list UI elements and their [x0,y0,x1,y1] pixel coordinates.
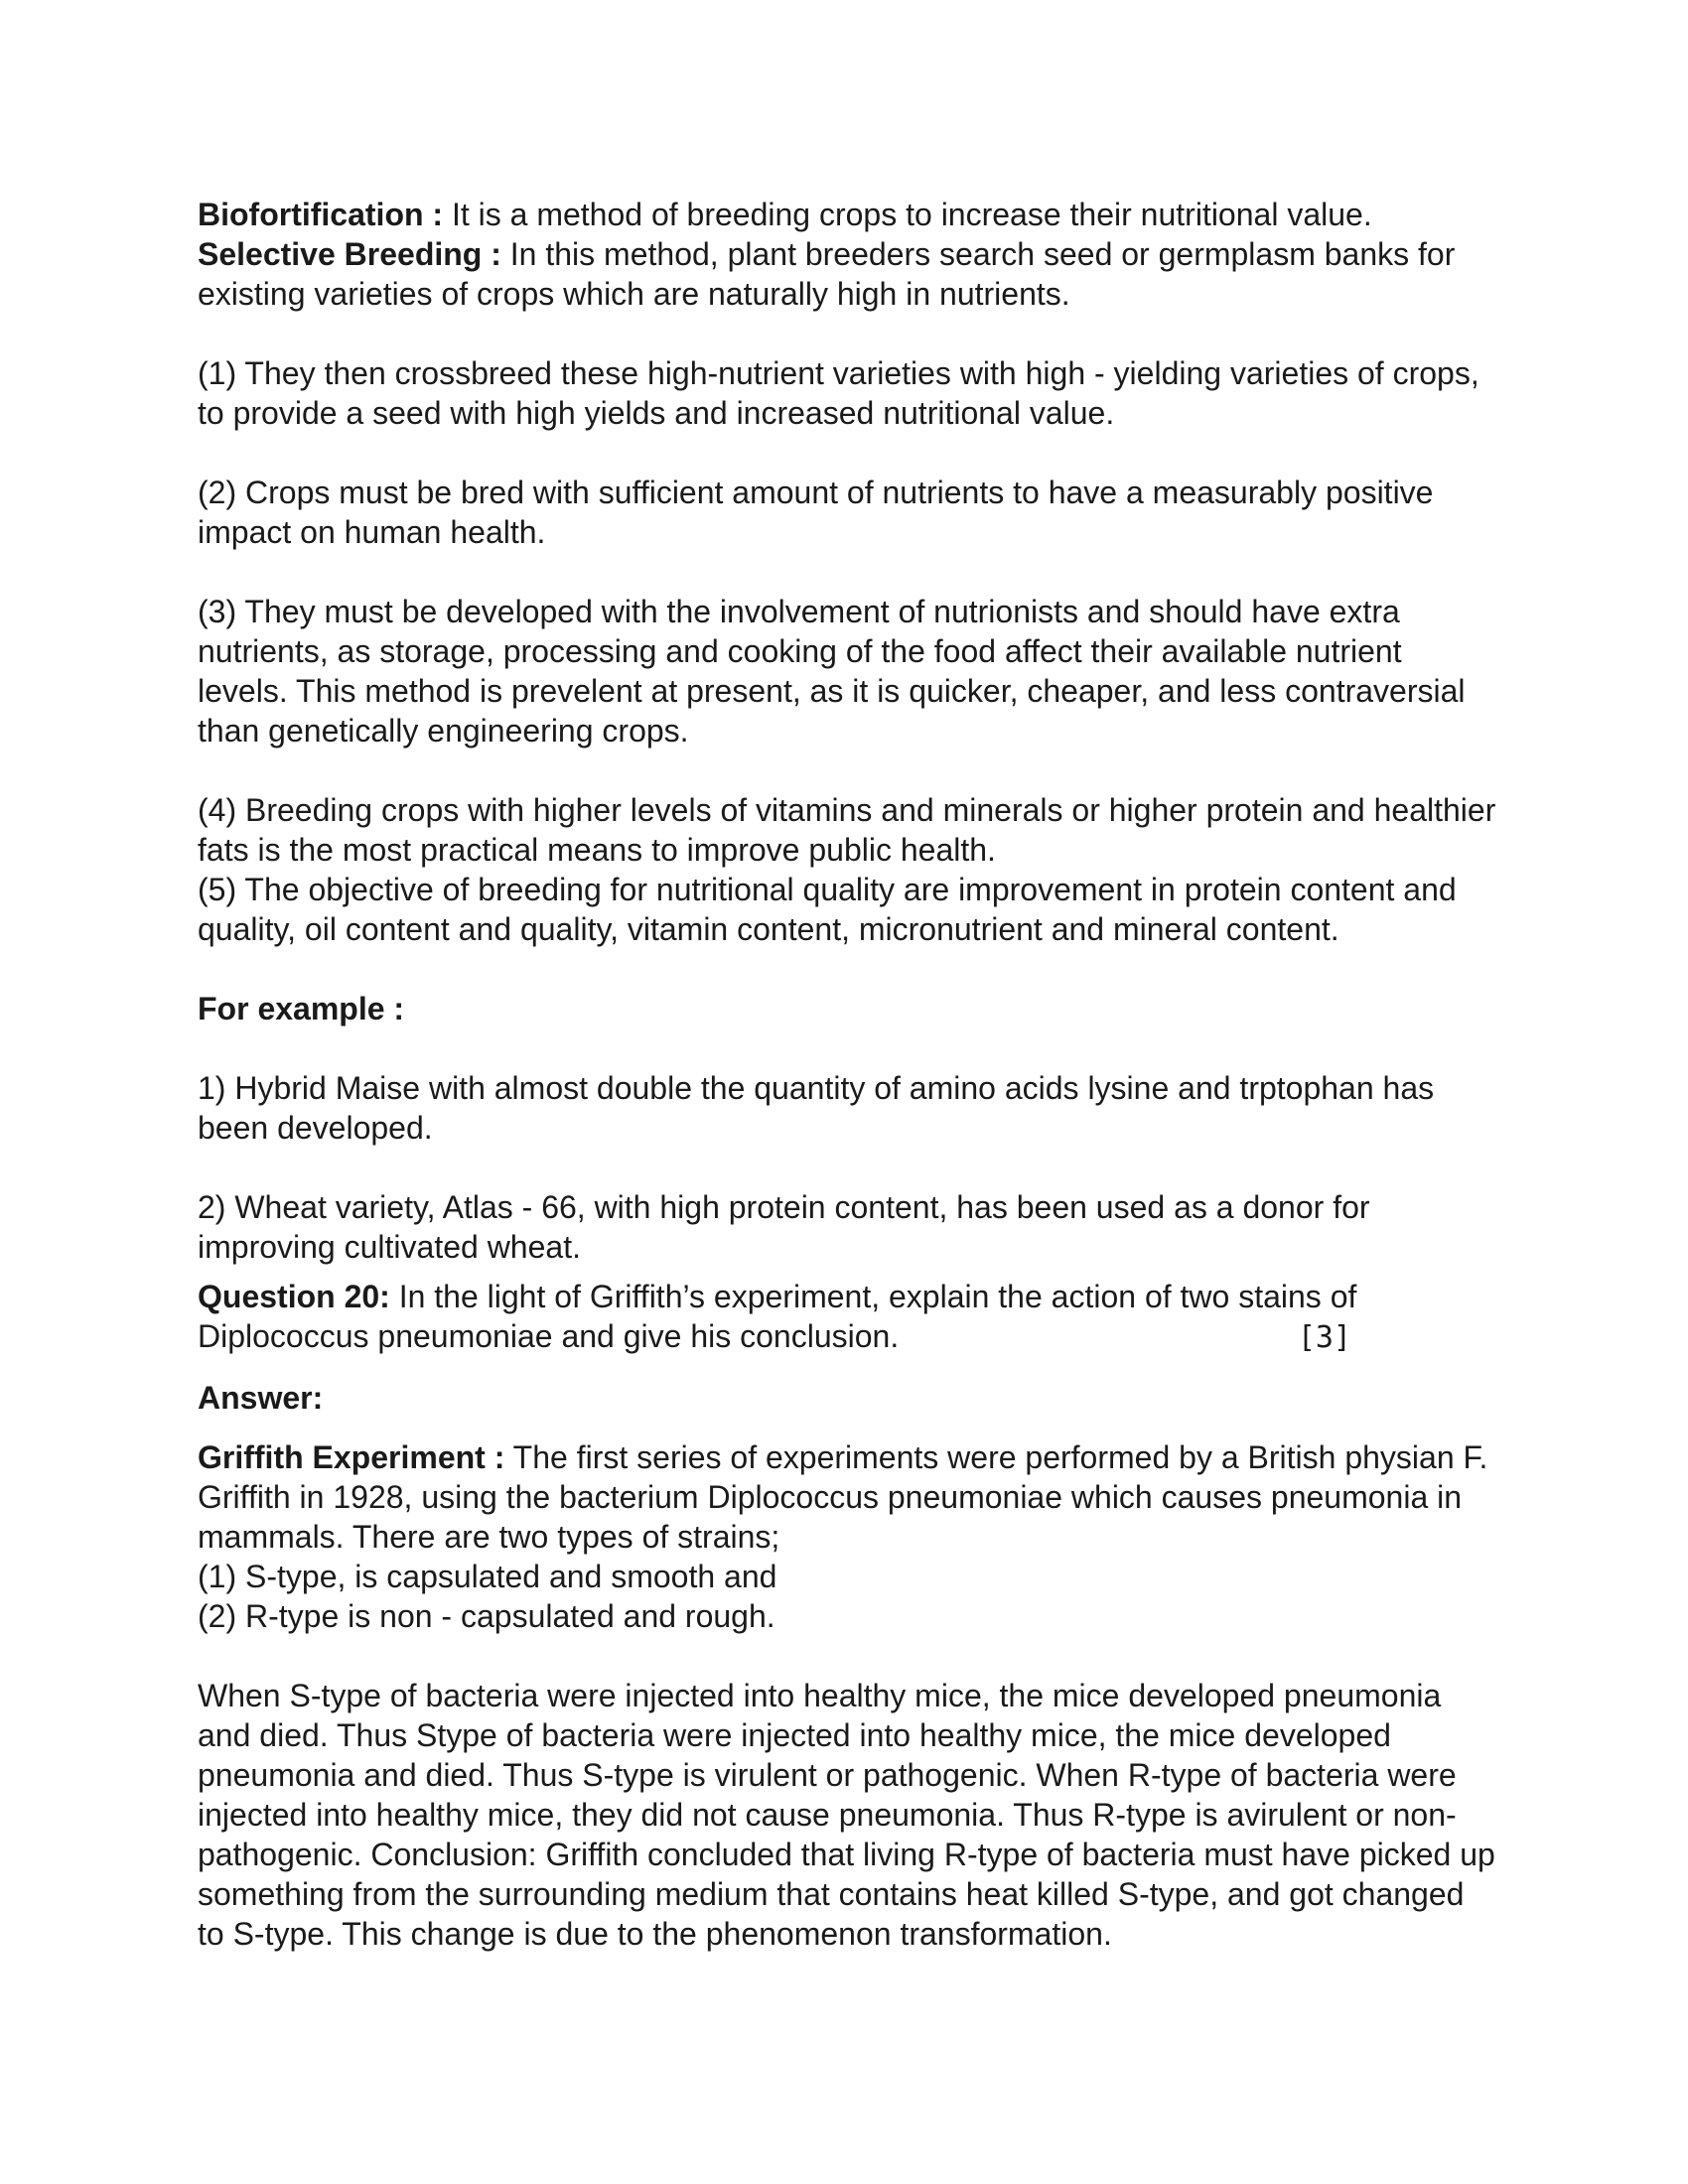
strain-2: (2) R-type is non - capsulated and rough. [198,1598,775,1634]
answer-label [198,1378,1498,1418]
examples-heading-text: For example : [198,991,405,1026]
biofortification-text: It is a method of breeding crops to increase their nutritional value. [443,197,1372,232]
griffith-term: Griffith Experiment : [198,1439,505,1475]
question-marks: [3] [1297,1320,1351,1355]
point-2: (2) Crops must be bred with sufficient amount of nutrients to have a measurably positive impact on human health. [198,475,1434,550]
griffith-conclusion: When S-type of bacteria were injected into healthy mice, the mice developed pneumonia and died. Thus Stype of bacteria were injected into healthy mice, the mice developed pneumonia and died. Thus S-type is virulent or pathogenic. When R-type of bacteria were injected into healthy mice, they did not cause pneumonia. Thus R-type is avirulent or non-pathogenic. Conclusion: Griffith concluded that living R-type of bacteria must have picked up something from the surrounding medium that contains heat killed S-type, and got changed to S-type. This change is due to the phenomenon transformation. [198,1678,1495,1952]
question-label: Question 20: [198,1279,390,1314]
question-text-2: Diplococcus pneumoniae and give his conclusion. [198,1318,900,1354]
point-1: (1) They then crossbreed these high-nutrient varieties with high - yielding varieties of crops, to provide a seed with high yields and increased nutritional value. [198,355,1479,431]
selective-breeding-definition [198,234,1498,314]
point-4: (4) Breeding crops with higher levels of vitamins and minerals or higher protein and healthier fats is the most practical means to improve public health. [198,792,1496,868]
answer-label-text: Answer: [198,1380,324,1416]
point-5: (5) The objective of breeding for nutritional quality are improvement in protein content and quality, oil content and quality, vitamin content, micronutrient and mineral content. [198,872,1457,947]
question-line-1 [198,1277,1498,1316]
biofortification-term: Biofortification : [198,197,444,232]
griffith-text: The first series of experiments were performed by a British physian F. Griffith in 1928, using the bacterium Diplococcus pneumoniae which causes pneumonia in mammals. There are two types of strains; [198,1439,1488,1555]
selective-breeding-text: In this method, plant breeders search seed or germplasm banks for existing varieties of crops which are naturally high in nutrients. [198,236,1456,312]
griffith-section [198,1437,1498,1636]
selective-breeding-term: Selective Breeding : [198,236,501,272]
document-page [198,195,1498,1954]
point-3: (3) They must be developed with the involvement of nutrionists and should have extra nutrients, as storage, processing and cooking of the food affect their available nutrient levels. This method is prevelent at present, as it is quicker, cheaper, and less contraversial than genetically engineering crops. [198,594,1466,749]
question-20 [198,1277,1498,1358]
example-1: 1) Hybrid Maise with almost double the quantity of amino acids lysine and trptophan has been developed. [198,1070,1435,1146]
griffith-description [198,1437,1498,1557]
question-text-1: In the light of Griffith’s experiment, explain the action of two stains of [389,1279,1357,1314]
biofortification-definition [198,195,1498,234]
question-line-2 [198,1316,1498,1358]
strain-1: (1) S-type, is capsulated and smooth and [198,1559,777,1594]
examples-heading [198,989,1498,1028]
example-2: 2) Wheat variety, Atlas - 66, with high protein content, has been used as a donor for improving cultivated wheat. [198,1189,1370,1265]
